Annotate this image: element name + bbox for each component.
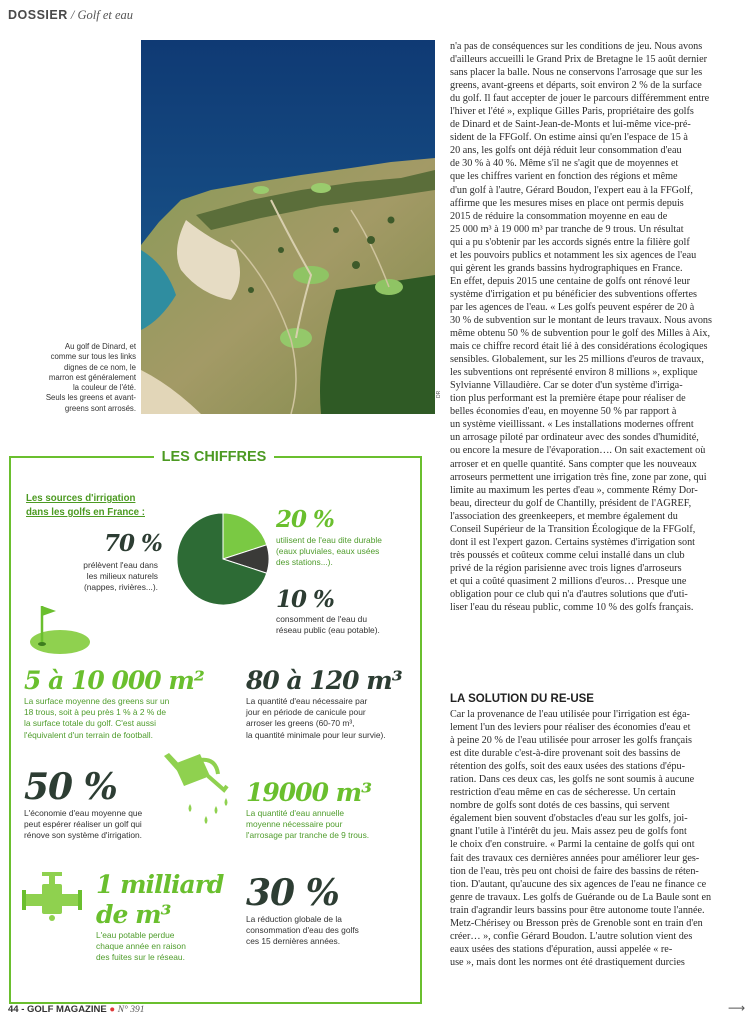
daily-water-value: 80 à 120 m³ bbox=[246, 666, 402, 695]
text-line: utilisent de l'eau dite durable bbox=[276, 535, 382, 545]
aerial-golf-photo bbox=[141, 40, 435, 414]
article-line: un arrosage piloté par ordinateur avec des sondes d'humidité, bbox=[450, 432, 699, 444]
text-line: (eaux pluviales, eaux usées bbox=[276, 546, 380, 557]
text-line: prélèvent l'eau dans bbox=[83, 560, 158, 570]
article-line: nombre de golfs sont dotés de ces bassins, qui servent bbox=[450, 800, 670, 812]
article-line: est dite durable c'est-à-dire provenant soit des bassins de bbox=[450, 748, 681, 760]
article-line: 30 % de subvention sur le montant de leurs travaux. Nous avons bbox=[450, 314, 712, 326]
text-line: arroser les greens (60-70 m³, bbox=[246, 718, 355, 729]
article-line: 2015 de réduire la consommation moyenne en eau de bbox=[450, 210, 668, 222]
value-line: 1 milliard bbox=[96, 870, 224, 899]
article-line: Sylvianne Villaudière. Car se doter d'un système d'irriga- bbox=[450, 380, 683, 392]
text-line: L'eau potable perdue bbox=[96, 930, 175, 940]
label-line: Les sources d'irrigation bbox=[26, 493, 136, 504]
article-line: ou encore la mesure de l'évaporation…. On sait exactement où bbox=[450, 445, 706, 457]
green-area-value: 5 à 10 000 m² bbox=[24, 666, 204, 695]
article-line: de 30 % à 40 %. Même s'il ne s'agit que de moyennes et bbox=[450, 158, 679, 170]
article-line: également bien souvent d'obstacles d'eau sur les golfs, joi- bbox=[450, 813, 688, 825]
article-line: de Dinard et de Saint-Jean-de-Monts et lui-même vice-pré- bbox=[450, 119, 691, 131]
page-header bbox=[8, 8, 133, 23]
article-line: dont il est l'expert gazon. Certains systèmes d'irrigation sont bbox=[450, 536, 696, 548]
annual-water-text bbox=[246, 808, 416, 842]
article-column-top bbox=[450, 40, 736, 614]
page-number: 44 - GOLF MAGAZINE bbox=[8, 1004, 107, 1015]
article-line: restriction d'eau même en cas de sécheresse. Un certain bbox=[450, 787, 676, 799]
article-line: limite au maximum les pertes d'eau », commente Rémy Dor- bbox=[450, 484, 698, 496]
article-line: 20 ans, les golfs ont déjà réduit leur consommation d'eau bbox=[450, 145, 682, 157]
text-line: 18 trous, soit à peu près 1 % à 2 % de bbox=[24, 707, 166, 718]
article-line: affirme que les mesures mises en place ont permis depuis bbox=[450, 197, 684, 209]
article-line: En effet, depuis 2015 une centaine de golfs ont rénové leur bbox=[450, 275, 690, 287]
text-line: des fuites sur le réseau. bbox=[96, 952, 185, 963]
reduction-value: 30 % bbox=[246, 872, 339, 914]
text-line: la surface totale du golf. C'est aussi bbox=[24, 718, 156, 729]
article-line: tion de l'eau, très peu ont choisi de faire des bassins de réten- bbox=[450, 865, 699, 877]
article-line: du golf. Il faut accepter de jouer le parcours différemment entre bbox=[450, 93, 710, 105]
irrigation-sources-label bbox=[26, 492, 176, 520]
article-line: d'un golf à l'autre, Gérard Boudon, l'expert eau à la FFGolf, bbox=[450, 184, 693, 196]
article-line: mais ce chiffre record était lié à des considérations écologiques bbox=[450, 341, 708, 353]
article-line: même obtenu 50 % de subvention pour le golf des Milles à Aix, bbox=[450, 328, 711, 340]
text-line: réseau public (eau potable). bbox=[276, 625, 380, 636]
section-label: DOSSIER bbox=[8, 8, 68, 22]
article-line: arroseurs permettent une irrigation très fine, zone par zone, qui bbox=[450, 471, 707, 483]
article-line: Conseil Supérieur de la Transition Écologique de la FFGolf, bbox=[450, 523, 696, 535]
article-line: d'ailleurs accueilli le Grand Prix de Bretagne le 15 août dernier bbox=[450, 54, 707, 66]
article-line: l'association des greenkeepers, et membre également du bbox=[450, 510, 678, 522]
article-line: lement l'un des leviers pour réaliser des économies d'eau et bbox=[450, 722, 691, 734]
article-line: train d'agrandir leurs bassins pour être autonome toute l'année. bbox=[450, 904, 705, 916]
article-column-bottom bbox=[450, 708, 736, 969]
article-line: qui gèrent les grands bassins hydrographiques en France. bbox=[450, 262, 683, 274]
article-line: et les pouvoirs publics et notamment les six agences de l'eau bbox=[450, 249, 697, 261]
page-footer bbox=[8, 1004, 145, 1015]
text-line: l'équivalent d'un terrain de football. bbox=[24, 729, 153, 740]
text-line: la quantité minimale pour leur survie). bbox=[246, 729, 386, 740]
text-line: l'arrosage par tranche de 9 trous. bbox=[246, 830, 370, 841]
text-line: L'économie d'eau moyenne que bbox=[24, 808, 143, 818]
text-line: chaque année en raison bbox=[96, 941, 186, 952]
section-subtitle: / Golf et eau bbox=[70, 8, 134, 22]
article-line: liser l'eau du réseau public, comme 10 % des golfs français. bbox=[450, 602, 694, 614]
text-line: des stations...). bbox=[276, 557, 333, 568]
stat-20-value: 20 % bbox=[276, 506, 334, 533]
article-line: les subventions ont représenté environ 8 millions », explique bbox=[450, 367, 698, 379]
article-line: eaux usées des stations d'épuration, aussi appelée « re- bbox=[450, 943, 673, 955]
reduction-text bbox=[246, 914, 416, 948]
article-line: ration. Dans ces deux cas, les golfs ne sont soumis à aucune bbox=[450, 774, 695, 786]
caption-line: comme sur tous les links bbox=[50, 352, 136, 362]
article-line: n'a pas de conséquences sur les conditions de jeu. Nous avons bbox=[450, 41, 703, 52]
article-line: un système vieillissant. « Les installations modernes offrent bbox=[450, 419, 694, 431]
footer-dot: ● bbox=[109, 1004, 116, 1015]
stat-10-text bbox=[276, 614, 416, 636]
caption-line: Seuls les greens et avant- bbox=[45, 393, 136, 403]
article-line: beau, directeur du golf de Chantilly, président de l'AGREF, bbox=[450, 497, 692, 509]
article-line: belles économies d'eau, en moyenne 50 % par rapport à bbox=[450, 406, 677, 418]
text-line: moyenne nécessaire pour bbox=[246, 819, 343, 830]
caption-line: dignes de ce nom, le bbox=[64, 362, 136, 372]
text-line: jour en période de canicule pour bbox=[246, 707, 366, 718]
irrigation-sources-pie bbox=[176, 512, 270, 606]
article-line: use », mais dont les normes ont été drastiquement durcies bbox=[450, 956, 685, 968]
leaks-value bbox=[96, 870, 223, 930]
text-line: peut espérer réaliser un golf qui bbox=[24, 819, 142, 830]
article-line: obligation pour ce club qui n'a d'autres solutions que d'uti- bbox=[450, 588, 688, 600]
issue-number: N° 391 bbox=[117, 1005, 145, 1015]
text-line: La réduction globale de la bbox=[246, 914, 342, 924]
article-line: qui a pu s'obtenir par les accords signés entre la filière golf bbox=[450, 236, 690, 248]
stat-70-text bbox=[40, 560, 158, 594]
text-line: consomment de l'eau du bbox=[276, 614, 367, 624]
article-line: système d'irrigation et pu bénéficier des subventions offertes bbox=[450, 288, 697, 300]
continue-arrow-icon: ⟶ bbox=[728, 1001, 746, 1015]
section-heading: LA SOLUTION DU RE-USE bbox=[450, 693, 594, 705]
savings-value: 50 % bbox=[24, 766, 117, 808]
article-line: fait des travaux ces dernières années pour améliorer leur ges- bbox=[450, 852, 700, 864]
green-area-text bbox=[24, 696, 224, 741]
text-line: ces 15 dernières années. bbox=[246, 936, 341, 947]
article-line: le choix d'en construire. « Parmi la centaine de golfs qui ont bbox=[450, 839, 695, 851]
article-line: genre de travaux. Les golfs de Guérande ou de La Baule sont en bbox=[450, 891, 712, 903]
stat-10-value: 10 % bbox=[276, 586, 334, 613]
article-line: greens, avant-greens et départs, soit environ 2 % de la surface bbox=[450, 80, 702, 92]
water-pipe-icon bbox=[20, 870, 84, 926]
watering-can-icon bbox=[160, 746, 236, 826]
article-line: arroser et en quelle quantité. Sans compter que les nouveaux bbox=[450, 458, 697, 470]
article-line: tion. D'autant, qu'aucune des six agences de l'eau ne finance ce bbox=[450, 878, 707, 890]
text-line: La quantité d'eau annuelle bbox=[246, 808, 344, 818]
golf-green-flag-icon bbox=[26, 600, 92, 660]
caption-line: greens sont arrosés. bbox=[64, 403, 136, 413]
article-line: gnant l'utile à l'intérêt du jeu. Mais assez peu de golfs font bbox=[450, 826, 687, 838]
key-figures-title: LES CHIFFRES bbox=[154, 449, 274, 465]
caption-line: marron est généralement bbox=[48, 372, 136, 382]
stat-20-text bbox=[276, 535, 416, 569]
text-line: les milieux naturels bbox=[86, 571, 158, 582]
text-line: La quantité d'eau nécessaire par bbox=[246, 696, 368, 706]
text-line: rénove son système d'irrigation. bbox=[24, 830, 142, 841]
article-line: que les chiffres varient en fonction des régions et même bbox=[450, 171, 678, 183]
article-line: Metz-Chérisey ou Bresson près de Grenoble sont en train d'en bbox=[450, 917, 703, 929]
article-line: tion plus performant est la première étape pour réaliser de bbox=[450, 393, 686, 405]
text-line: (nappes, rivières...). bbox=[83, 582, 158, 593]
article-line: Car la provenance de l'eau utilisée pour l'irrigation est éga- bbox=[450, 709, 690, 720]
article-line: sensibles. Globalement, sur les 25 millions d'euros de travaux, bbox=[450, 354, 704, 366]
article-line: privé de la région parisienne avec trois lignes d'arroseurs bbox=[450, 562, 682, 574]
label-line: dans les golfs en France : bbox=[26, 507, 145, 518]
text-line: La surface moyenne des greens sur un bbox=[24, 696, 170, 706]
stat-70-value: 70 % bbox=[104, 530, 162, 557]
daily-water-text bbox=[246, 696, 416, 741]
caption-line: la couleur de l'été. bbox=[72, 383, 136, 393]
annual-water-value: 19000 m³ bbox=[246, 778, 372, 807]
article-line: par les agences de l'eau. « Les golfs peuvent espérer de 20 à bbox=[450, 301, 695, 313]
leaks-text bbox=[96, 930, 236, 964]
article-line: à peine 20 % de l'eau utilisée pour arroser les golfs français bbox=[450, 735, 692, 747]
text-line: consommation d'eau des golfs bbox=[246, 925, 359, 936]
article-line: très poussés et coûteux comme celui installé dans un club bbox=[450, 549, 685, 561]
article-line: sident de la FFGolf. On estime ainsi qu'en l'espace de 15 à bbox=[450, 132, 688, 144]
caption-line: Au golf de Dinard, et bbox=[64, 342, 136, 351]
article-line: et qui a coûté quasiment 2 millions d'euros… Presque une bbox=[450, 575, 687, 587]
article-line: rétention des golfs, soit des eaux usées des stations d'épu- bbox=[450, 761, 685, 773]
article-line: 25 000 m³ à 19 000 m³ par tranche de 9 trous. Un résultat bbox=[450, 223, 684, 235]
value-line: de m³ bbox=[96, 900, 171, 929]
article-line: sans placer la balle. Nous ne conservons l'arrosage que sur les bbox=[450, 67, 703, 79]
article-line: créer… », confie Gérard Boudon. L'autre solution vient des bbox=[450, 930, 693, 942]
photo-caption bbox=[10, 342, 136, 414]
photo-credit: DR bbox=[436, 390, 442, 398]
article-line: l'hiver et l'été », explique Gilles Paris, propriétaire des golfs bbox=[450, 106, 694, 118]
